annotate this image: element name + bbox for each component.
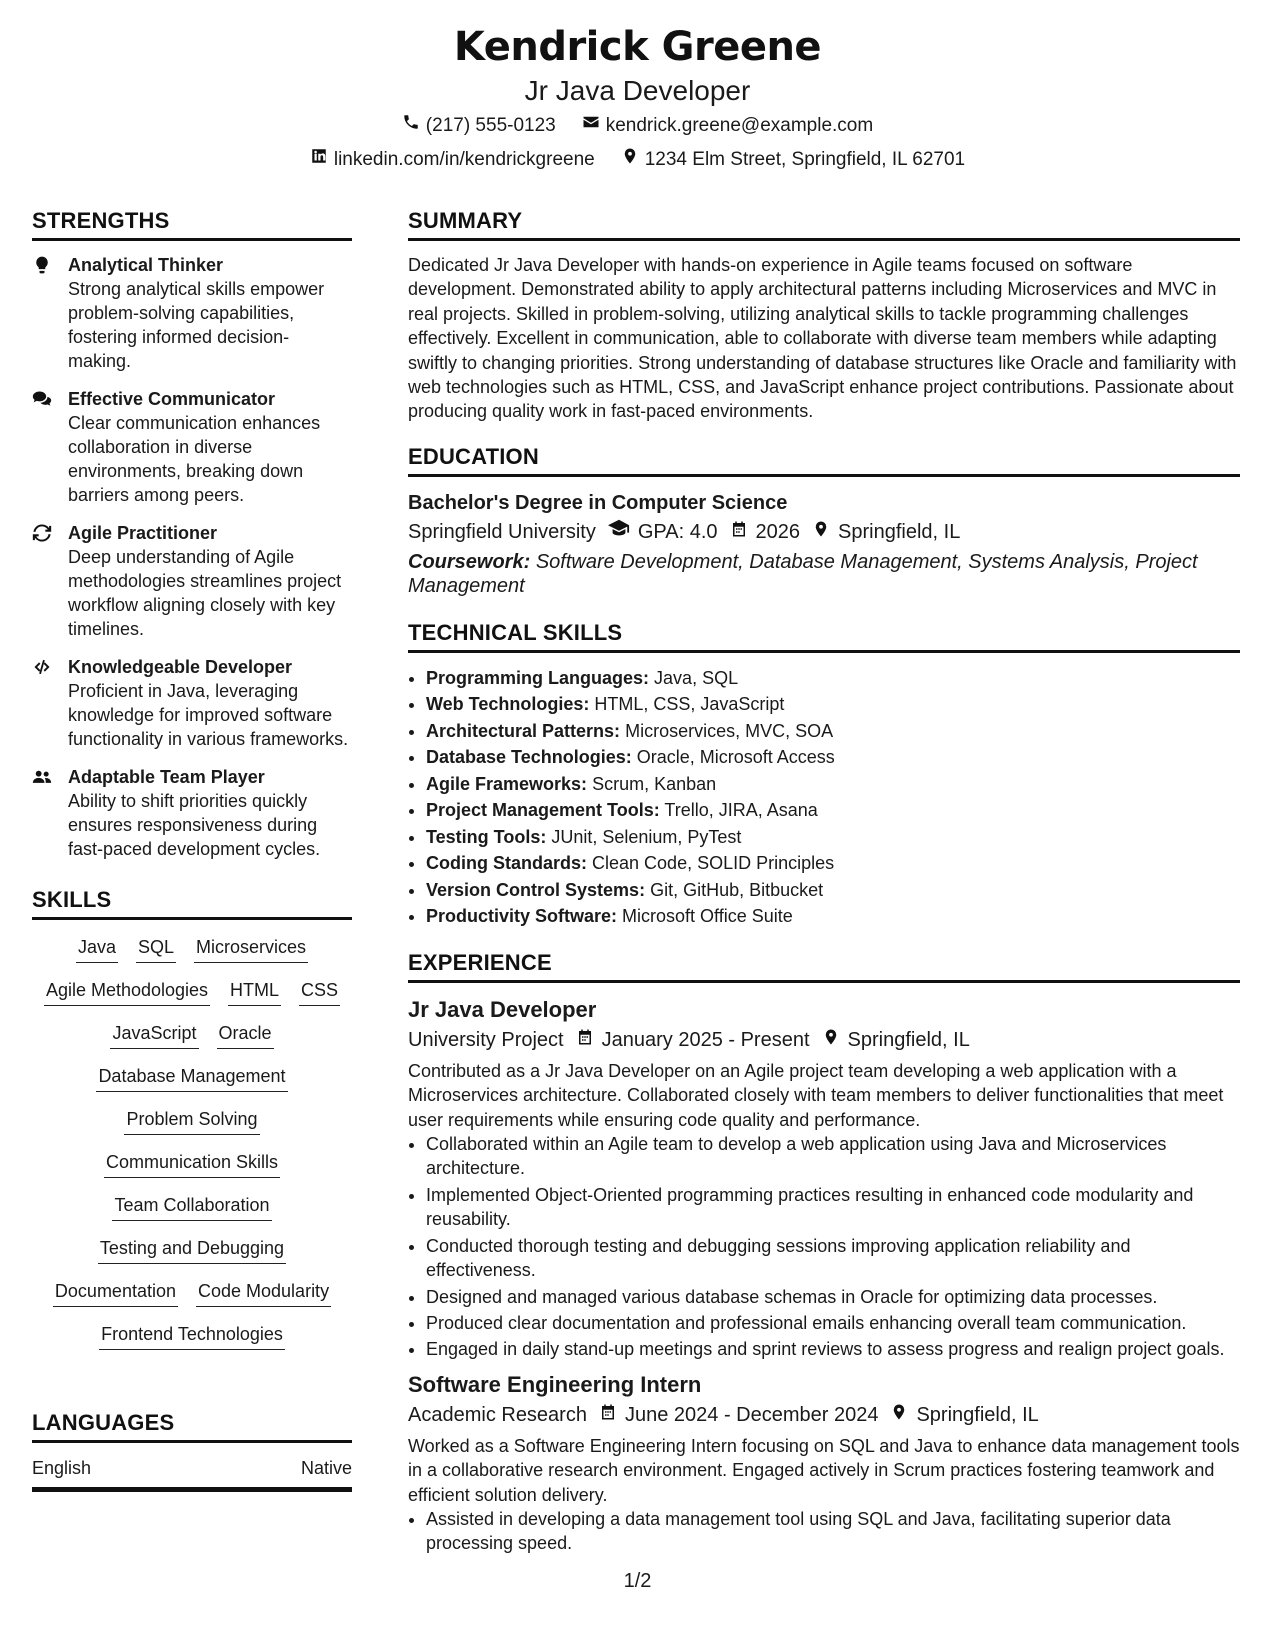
list-item (426, 824, 1240, 851)
skill-tag: Documentation (53, 1278, 178, 1307)
skill-tag-row (32, 1321, 352, 1350)
summary-text: Dedicated Jr Java Developer with hands-on experience in Agile teams focused on software development. Demonstrated ability to apply architectural patterns including Microservices and MVC in real projects. Skilled in problem-solving, utilizing analytical skills to tackle programming challenges effectively. Excellent in communication, able to collaborate with diverse team members while adapting swiftly to changing priorities. Strong understanding of database structures like Oracle and familiarity with web technologies such as HTML, CSS, and JavaScript enhance project contributions. Passionate about producing quality work in fast-paced environments. (408, 255, 1237, 422)
calendar-icon (730, 517, 744, 547)
address-contact (621, 144, 965, 176)
list-item: • Implemented Object-Oriented programming practices resulting in enhanced code modularity and reusability. (426, 1183, 1240, 1232)
job-description: Contributed as a Jr Java Developer on an Agile project team developing a web application with a Microservices architecture. Collaborated closely with team members to deliver functionalities that meet user requirements while ensuring code quality and performance. (408, 1060, 1224, 1130)
skill-tag: Problem Solving (124, 1106, 259, 1135)
skill-tag-row (32, 1278, 352, 1307)
summary-heading: SUMMARY (408, 206, 1240, 241)
skill-tag: Oracle (217, 1020, 274, 1049)
school-name: Springfield University (408, 521, 596, 544)
skills-tags (32, 932, 352, 1380)
graduation-year: 2026 (755, 521, 801, 544)
strengths-heading: STRENGTHS (32, 206, 352, 241)
job-bullets (408, 1507, 1240, 1556)
skill-label: Architectural Patterns: (426, 720, 621, 741)
skill-label: Programming Languages: (426, 667, 650, 688)
education-meta (408, 517, 1240, 548)
users-icon (32, 774, 52, 791)
skill-tag-row (32, 1149, 352, 1178)
calendar-icon (576, 1025, 590, 1055)
skill-tag: Agile Methodologies (44, 977, 210, 1006)
skill-tag-row (32, 1063, 352, 1092)
gpa-text: GPA: 4.0 (637, 521, 718, 544)
skill-tag: Testing and Debugging (98, 1235, 286, 1264)
list-item (426, 691, 1240, 718)
language-row (32, 1455, 352, 1492)
coursework (408, 550, 1240, 598)
strength-desc: Proficient in Java, leveraging knowledge for improved software functionality in various frameworks. (68, 681, 349, 749)
resume-header (0, 20, 1275, 176)
skill-tag-row (32, 1106, 352, 1135)
list-item (426, 850, 1240, 877)
list-item (426, 744, 1240, 771)
map-marker-icon (621, 144, 639, 176)
email-contact[interactable] (582, 110, 873, 142)
technical-skills-list (408, 665, 1240, 930)
address-text: 1234 Elm Street, Springfield, IL 62701 (644, 149, 966, 170)
job-dates: January 2025 - Present (601, 1028, 810, 1051)
skill-tag-row (32, 1235, 352, 1264)
linkedin-icon (310, 144, 328, 176)
list-item: • Produced clear documentation and professional emails enhancing overall team communication. (426, 1311, 1240, 1335)
calendar-icon (599, 1400, 613, 1430)
strength-desc: Ability to shift priorities quickly ensures responsiveness during fast-paced development cycles. (68, 791, 321, 859)
skill-tag: Microservices (194, 934, 308, 963)
list-item: • Collaborated within an Agile team to develop a web application using Java and Microservices architecture. (426, 1132, 1240, 1181)
skill-tag: SQL (136, 934, 176, 963)
job-meta (408, 1400, 1240, 1430)
experience-heading: EXPERIENCE (408, 948, 1240, 983)
comments-icon (32, 396, 52, 413)
education-heading: EDUCATION (408, 442, 1240, 477)
job-location: Springfield, IL (916, 1403, 1039, 1426)
left-column (32, 206, 352, 1492)
skill-label: Project Management Tools: (426, 800, 660, 821)
strength-desc: Deep understanding of Agile methodologies streamlines project workflow aligning closely with key timelines. (68, 547, 342, 639)
skill-value: Microsoft Office Suite (622, 906, 793, 927)
strength-title: Adaptable Team Player (68, 767, 265, 787)
phone-contact (402, 110, 556, 142)
job-meta (408, 1025, 1240, 1055)
linkedin-link[interactable]: linkedin.com/in/kendrickgreene (333, 149, 595, 170)
experience-entry (408, 995, 1240, 1362)
skill-tag: Database Management (96, 1063, 287, 1092)
skill-tag-row (32, 1192, 352, 1221)
list-item (426, 877, 1240, 904)
skill-label: Agile Frameworks: (426, 773, 588, 794)
job-title: Software Engineering Intern (408, 1371, 702, 1397)
skill-value: Trello, JIRA, Asana (664, 800, 818, 821)
skill-tag: JavaScript (110, 1020, 198, 1049)
skill-label: Productivity Software: (426, 906, 618, 927)
list-item (426, 665, 1240, 692)
skill-label: Web Technologies: (426, 694, 590, 715)
strength-title: Effective Communicator (68, 389, 276, 409)
degree-title: Bachelor's Degree in Computer Science (408, 491, 788, 514)
phone-text: (217) 555-0123 (425, 115, 556, 136)
strength-item (32, 387, 352, 507)
languages-heading: LANGUAGES (32, 1408, 352, 1443)
list-item (426, 797, 1240, 824)
skill-tag: HTML (228, 977, 281, 1006)
job-dates: June 2024 - December 2024 (624, 1403, 879, 1426)
candidate-name: Kendrick Greene (453, 24, 822, 70)
candidate-title: Jr Java Developer (524, 75, 751, 106)
map-marker-icon (822, 1025, 836, 1055)
strength-item (32, 655, 352, 751)
job-title: Jr Java Developer (408, 996, 597, 1022)
language-level: Native (300, 1458, 352, 1478)
skill-value: Git, GitHub, Bitbucket (650, 879, 824, 900)
email-link[interactable]: kendrick.greene@example.com (605, 115, 874, 136)
code-icon (32, 664, 52, 681)
coursework-label: Coursework: (408, 550, 531, 573)
skill-tag: Communication Skills (104, 1149, 280, 1178)
skill-label: Coding Standards: (426, 853, 587, 874)
strength-desc: Strong analytical skills empower problem-solving capabilities, fostering informed decision-making. (68, 279, 325, 371)
contact-row-1 (0, 110, 1275, 142)
strength-desc: Clear communication enhances collaboration in diverse environments, breaking down barriers among peers. (68, 413, 321, 505)
skill-tag-row (32, 934, 352, 963)
lightbulb-icon (32, 262, 52, 279)
linkedin-contact[interactable] (310, 144, 595, 176)
map-marker-icon (812, 517, 826, 547)
skill-label: Testing Tools: (426, 826, 547, 847)
skill-value: Microservices, MVC, SOA (625, 720, 834, 741)
job-description: Worked as a Software Engineering Intern focusing on SQL and Java to enhance data management tools in a collaborative research environment. Engaged actively in Scrum practices fostering teamwork and efficient solution delivery. (408, 1435, 1240, 1505)
skill-value: Clean Code, SOLID Principles (592, 853, 835, 874)
contact-row-2 (0, 144, 1275, 176)
list-item: • Designed and managed various database schemas in Oracle for optimizing data processes. (426, 1285, 1240, 1309)
skill-tag-row (32, 1020, 352, 1049)
skill-value: Java, SQL (654, 667, 739, 688)
skill-label: Version Control Systems: (426, 879, 646, 900)
list-item: • Conducted thorough testing and debugging sessions improving application reliability and effectiveness. (426, 1234, 1240, 1283)
skill-value: JUnit, Selenium, PyTest (551, 826, 742, 847)
strength-item (32, 521, 352, 641)
strengths-list (32, 253, 352, 861)
language-name: English (32, 1458, 92, 1478)
strength-title: Knowledgeable Developer (68, 657, 293, 677)
list-item: • Assisted in developing a data management tool using SQL and Java, facilitating superior data processing speed. (426, 1507, 1240, 1556)
skill-value: Scrum, Kanban (592, 773, 717, 794)
map-marker-icon (890, 1400, 904, 1430)
strength-title: Agile Practitioner (68, 523, 218, 543)
technical-skills-heading: TECHNICAL SKILLS (408, 618, 1240, 653)
skill-value: HTML, CSS, JavaScript (594, 694, 785, 715)
job-location: Springfield, IL (847, 1028, 970, 1051)
skill-tag: Java (76, 934, 118, 963)
school-location: Springfield, IL (838, 521, 961, 544)
skill-tag: Frontend Technologies (99, 1321, 285, 1350)
skill-tag: Code Modularity (196, 1278, 331, 1307)
skill-tag: CSS (299, 977, 340, 1006)
skill-label: Database Technologies: (426, 747, 632, 768)
envelope-icon (582, 110, 600, 142)
strength-item (32, 253, 352, 373)
experience-entry (408, 1370, 1240, 1556)
sync-icon (32, 530, 52, 547)
job-bullets (408, 1132, 1240, 1362)
page-number: 1/2 (623, 1570, 652, 1592)
list-item (426, 903, 1240, 930)
list-item: • Engaged in daily stand-up meetings and sprint reviews to assess progress and realign project goals. (426, 1337, 1240, 1361)
graduation-cap-icon (608, 517, 626, 548)
skill-tag-row (32, 977, 352, 1006)
strength-title: Analytical Thinker (68, 255, 224, 275)
right-column (408, 206, 1240, 1564)
job-org: University Project (408, 1028, 564, 1051)
job-org: Academic Research (408, 1403, 587, 1426)
skill-tag: Team Collaboration (112, 1192, 271, 1221)
skills-heading: SKILLS (32, 885, 352, 920)
strength-item (32, 765, 352, 861)
list-item (426, 718, 1240, 745)
phone-icon (402, 110, 420, 142)
list-item (426, 771, 1240, 798)
skill-value: Oracle, Microsoft Access (636, 747, 835, 768)
coursework-list: Software Development, Database Management, Systems Analysis, Project Management (408, 550, 1198, 597)
